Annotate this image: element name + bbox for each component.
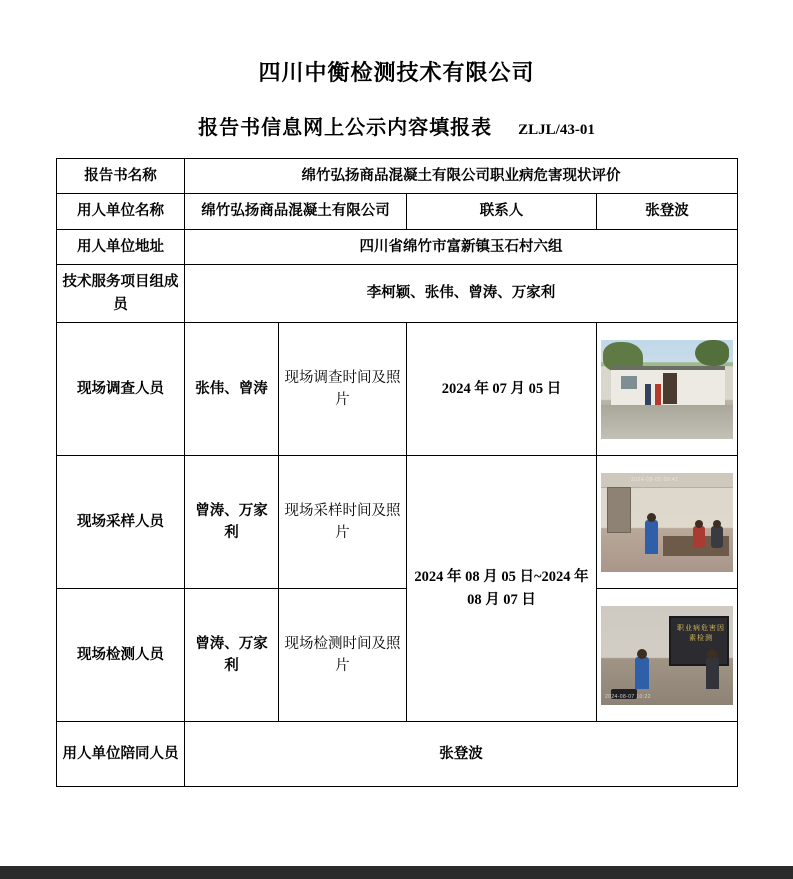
cell-site-sampling-photo (597, 456, 738, 589)
row-value-site-survey-date: 2024 年 07 月 05 日 (407, 323, 597, 456)
row-label-site-survey: 现场调查人员 (57, 323, 185, 456)
person-figure (711, 526, 723, 548)
table-row (57, 722, 738, 787)
table-row-site-sampling (57, 456, 738, 589)
row-label-team-members: 技术服务项目组成员 (57, 265, 185, 323)
form-title: 报告书信息网上公示内容填报表 (198, 116, 493, 139)
site-sampling-photo (601, 473, 733, 572)
row-label-contact: 联系人 (407, 194, 597, 229)
row-label-site-testing-time: 现场检测时间及照片 (279, 589, 407, 722)
cell-site-survey-photo (597, 323, 738, 456)
photo-timestamp: 2024-08-05 09:41 (631, 476, 679, 483)
row-label-accompanying-staff: 用人单位陪同人员 (57, 722, 185, 787)
person-head (695, 520, 703, 528)
row-label-report-name: 报告书名称 (57, 158, 185, 193)
ground-area (601, 405, 733, 439)
site-testing-photo (601, 606, 733, 705)
form-code: ZLJL/43-01 (518, 121, 595, 138)
row-label-employer-address: 用人单位地址 (57, 229, 185, 264)
row-value-site-survey-people: 张伟、曾涛 (185, 323, 279, 456)
row-label-site-sampling: 现场采样人员 (57, 456, 185, 589)
banner-board-text: 职业病危害因素检测 (677, 624, 725, 643)
table-row (57, 229, 738, 264)
row-value-site-sampling-date: 2024 年 08 月 05 日~2024 年 08 月 07 日 (407, 456, 597, 722)
table-row (57, 194, 738, 229)
person-figure (693, 526, 705, 548)
report-info-table (56, 158, 738, 787)
photo-timestamp: 2024-08-07 10:22 (605, 693, 651, 700)
person-head (637, 649, 647, 659)
door-shape (607, 487, 631, 533)
row-value-employer-address: 四川省绵竹市富新镇玉石村六组 (185, 229, 738, 264)
person-figure (645, 384, 651, 406)
person-figure (645, 520, 658, 554)
table-row (57, 265, 738, 323)
table-row-site-testing (57, 589, 738, 722)
table-row-site-survey (57, 323, 738, 456)
person-head (707, 649, 717, 659)
row-value-accompanying-staff: 张登波 (185, 722, 738, 787)
person-head (647, 513, 656, 522)
window-shape (621, 376, 637, 389)
site-survey-photo (601, 340, 733, 439)
door-shape (663, 373, 677, 404)
page-title: 四川中衡检测技术有限公司 (258, 60, 535, 85)
row-value-site-testing-people: 曾涛、万家利 (185, 589, 279, 722)
person-head (713, 520, 721, 528)
row-value-report-name: 绵竹弘扬商品混凝土有限公司职业病危害现状评价 (185, 158, 738, 193)
person-figure (635, 657, 649, 689)
tree-shape (695, 340, 729, 366)
cell-site-testing-photo (597, 589, 738, 722)
row-label-employer-name: 用人单位名称 (57, 194, 185, 229)
subtitle-row (56, 111, 737, 140)
table-row (57, 158, 738, 193)
row-label-site-testing: 现场检测人员 (57, 589, 185, 722)
row-label-site-sampling-time: 现场采样时间及照片 (279, 456, 407, 589)
row-label-site-survey-time: 现场调查时间及照片 (279, 323, 407, 456)
row-value-contact: 张登波 (597, 194, 738, 229)
row-value-employer-name: 绵竹弘扬商品混凝土有限公司 (185, 194, 407, 229)
row-value-site-sampling-people: 曾涛、万家利 (185, 456, 279, 589)
taskbar (0, 866, 793, 879)
person-figure (655, 384, 661, 406)
person-figure (706, 657, 719, 689)
row-value-team-members: 李柯颖、张伟、曾涛、万家利 (185, 265, 738, 323)
